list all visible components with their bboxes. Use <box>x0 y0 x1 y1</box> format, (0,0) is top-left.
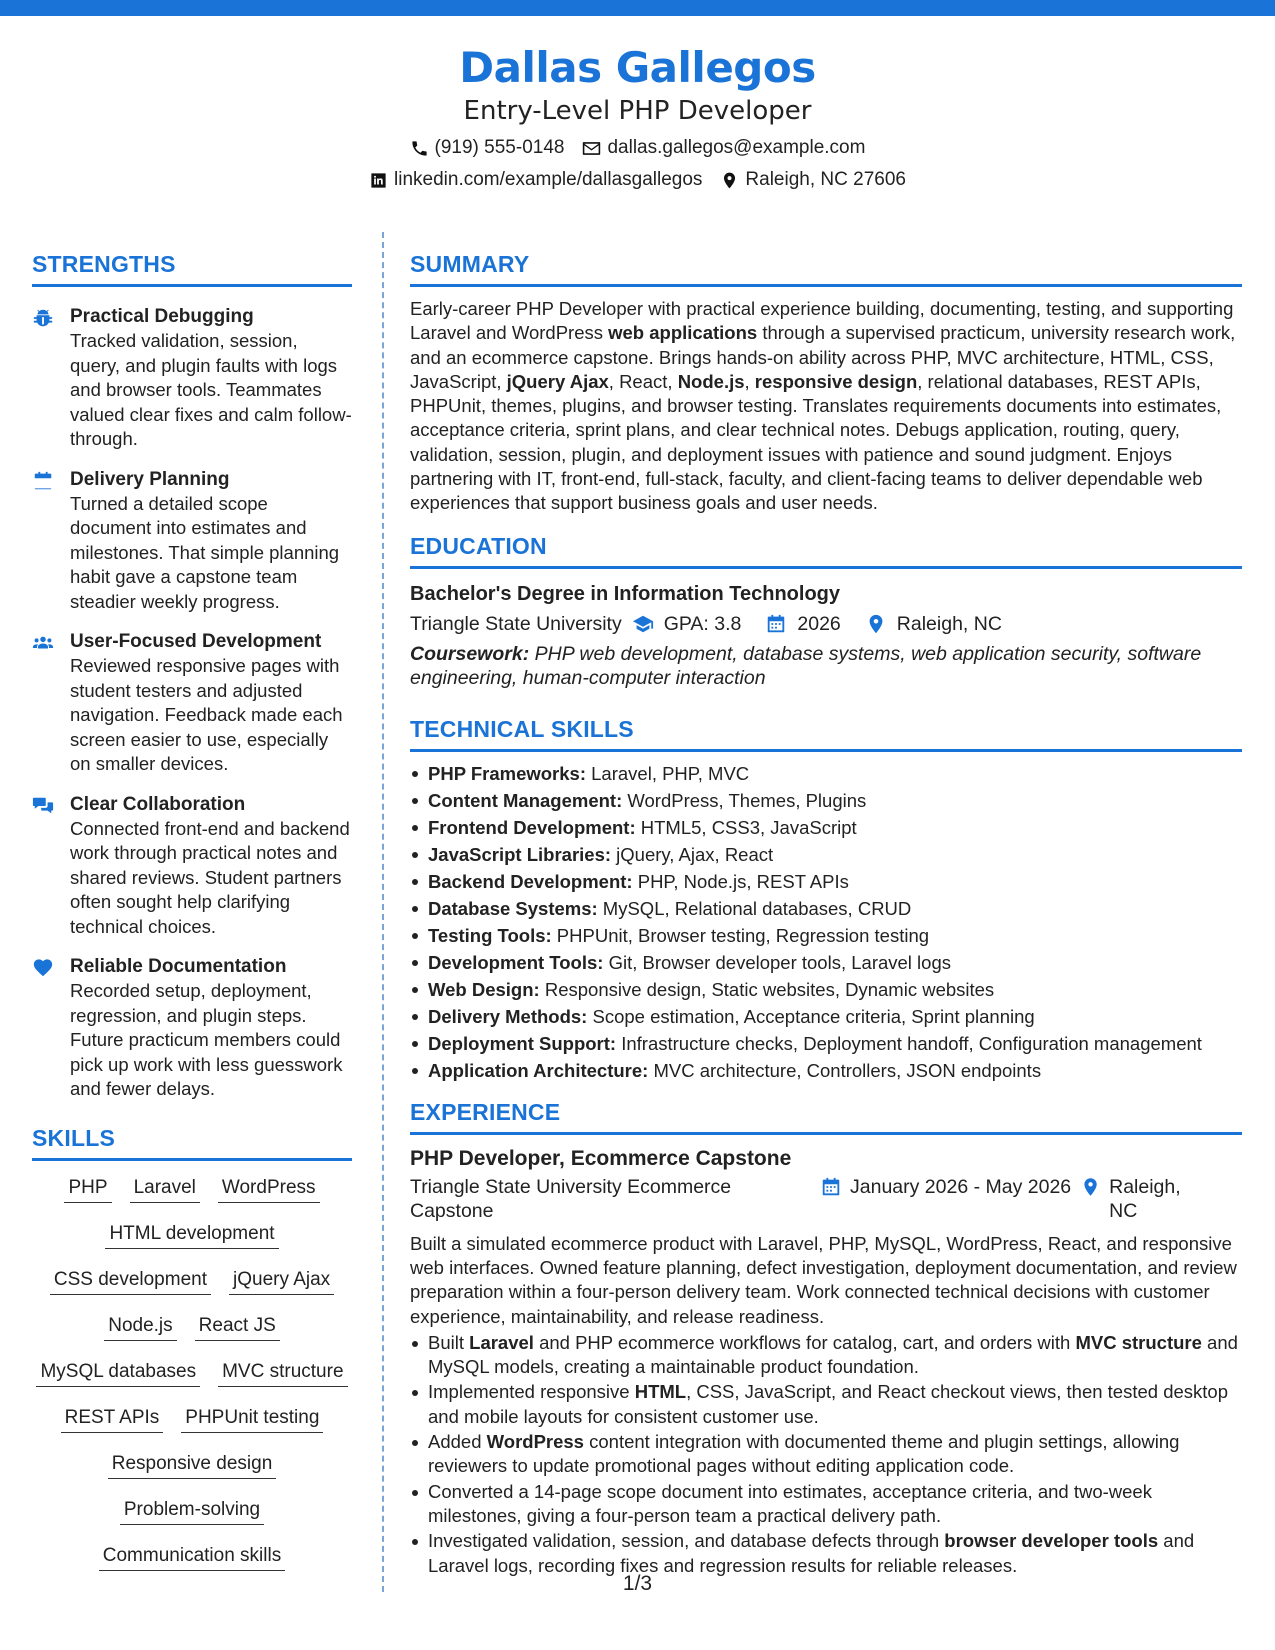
strength-desc: Tracked validation, session, query, and plugin faults with logs and browser tools. Teammates valued clear fixes and calm follow-through. <box>70 330 352 449</box>
calendar-icon <box>765 613 787 635</box>
strength-body <box>70 468 352 615</box>
education-details <box>410 610 1242 638</box>
strength-body <box>70 630 352 777</box>
text-fragment: and PHP ecommerce workflows for catalog, cart, and orders with <box>533 1331 1076 1353</box>
text-fragment: Implemented responsive <box>428 1381 635 1403</box>
technical-skill-item <box>410 1030 1242 1057</box>
strength-desc: Recorded setup, deployment, regression, and plugin steps. Future practicum members could pick up work with less guesswork and fewer delays. <box>70 980 343 1099</box>
text-fragment: Converted a 14-page scope document into estimates, acceptance criteria, and two-week milestones, giving a four-person team a practical delivery path. <box>428 1480 1152 1526</box>
skill-tag: PHP <box>64 1175 111 1203</box>
envelope-icon <box>582 139 601 158</box>
text-fragment: , <box>744 370 755 392</box>
strength-item <box>32 630 352 777</box>
summary-text <box>410 297 1242 516</box>
bold-keyword: web applications <box>608 322 758 344</box>
skills-row <box>32 1405 352 1433</box>
technical-skill-value: Laravel, PHP, MVC <box>586 762 750 784</box>
text-fragment: , relational databases, REST APIs, PHPUnit, themes, plugins, and browser testing. Translates requirements documents into estimates, acceptance criteria, sprint plans, and clear technical notes. Debugs application, routing, query, validation, session, plugin, and deployment issues with patience and sound judgment. Enjoys partnering with IT, front-end, full-stack, faculty, and client-facing teams to deliver dependable web experiences that support business goals and user needs. <box>410 370 1222 514</box>
text-fragment: Early-career PHP Developer with practical experience building, documenting, testing, and supporting Laravel and WordPress <box>410 298 1234 344</box>
calendar-icon <box>32 470 54 492</box>
skills-row <box>32 1497 352 1525</box>
strength-icon-wrap <box>32 793 70 940</box>
technical-skill-label: Database Systems: <box>428 897 598 919</box>
technical-skill-label: JavaScript Libraries: <box>428 843 612 865</box>
phone-icon <box>410 139 429 158</box>
strength-title: Delivery Planning <box>70 468 230 490</box>
skills-row <box>32 1313 352 1341</box>
skill-tag: Node.js <box>104 1313 176 1341</box>
text-fragment: , React, <box>608 370 678 392</box>
job-location-text: Raleigh, NC <box>1109 1175 1181 1223</box>
skills-row <box>32 1267 352 1295</box>
location-contact <box>720 168 906 192</box>
candidate-title: Entry-Level PHP Developer <box>463 96 812 126</box>
technical-skill-item <box>410 760 1242 787</box>
skill-tag: Problem-solving <box>120 1497 264 1525</box>
text-fragment: content integration with documented theme and plugin settings, allowing reviewers to update promotional pages without editing application code. <box>428 1431 1180 1477</box>
resume-header <box>0 42 1275 192</box>
technical-skill-value: Scope estimation, Acceptance criteria, Sprint planning <box>587 1005 1035 1027</box>
skills-row <box>32 1221 352 1249</box>
skills-row <box>32 1543 352 1571</box>
left-column <box>32 250 352 1589</box>
linkedin-icon <box>369 171 388 190</box>
strength-icon-wrap <box>32 955 70 1102</box>
strength-icon-wrap <box>32 468 70 615</box>
bold-keyword: browser developer tools <box>944 1530 1159 1552</box>
strength-item <box>32 468 352 615</box>
technical-skill-item <box>410 814 1242 841</box>
bold-keyword: WordPress <box>486 1431 584 1453</box>
skill-tag: HTML development <box>105 1221 278 1249</box>
technical-skills-list <box>410 760 1242 1084</box>
bold-keyword: jQuery Ajax <box>506 370 609 392</box>
strengths-heading: STRENGTHS <box>32 250 352 287</box>
job-dates <box>820 1175 1080 1224</box>
skill-tag: PHPUnit testing <box>181 1405 323 1433</box>
contact-row-2 <box>0 168 1275 192</box>
job-company: Triangle State University Ecommerce Capstone <box>410 1175 732 1223</box>
graduation-year: 2026 <box>797 612 841 635</box>
technical-skill-label: Delivery Methods: <box>428 1005 588 1027</box>
education-location: Raleigh, NC <box>896 612 1002 635</box>
technical-skill-item <box>410 1057 1242 1084</box>
technical-skill-value: PHPUnit, Browser testing, Regression testing <box>551 924 930 946</box>
strength-item <box>32 793 352 940</box>
bold-keyword: responsive design <box>754 370 918 392</box>
technical-skill-label: Application Architecture: <box>428 1059 649 1081</box>
calendar-icon <box>820 1176 842 1198</box>
job-bullet <box>410 1480 1242 1529</box>
skill-tag: React JS <box>195 1313 280 1341</box>
text-fragment: and Laravel logs, recording fixes and regression results for reliable releases. <box>428 1530 1195 1576</box>
strength-icon-wrap <box>32 305 70 452</box>
strength-title: User-Focused Development <box>70 631 322 652</box>
job-meta <box>410 1175 1242 1224</box>
linkedin-text[interactable]: linkedin.com/example/dallasgallegos <box>394 169 703 190</box>
text-fragment: Added <box>428 1431 487 1453</box>
education-heading: EDUCATION <box>410 532 1242 569</box>
text-fragment: , CSS, JavaScript, and React checkout views, then tested desktop and mobile layouts for consistent customer use. <box>428 1381 1228 1427</box>
technical-skill-item <box>410 922 1242 949</box>
map-pin-icon <box>720 171 739 190</box>
top-accent-bar <box>0 0 1275 16</box>
technical-skill-item <box>410 1003 1242 1030</box>
phone-text: (919) 555-0148 <box>434 137 565 158</box>
location-text: Raleigh, NC 27606 <box>745 169 906 190</box>
technical-skill-label: Backend Development: <box>428 870 633 892</box>
technical-skill-label: Deployment Support: <box>428 1032 617 1054</box>
technical-skill-item <box>410 895 1242 922</box>
technical-skill-value: HTML5, CSS3, JavaScript <box>635 816 857 838</box>
strength-body <box>70 955 352 1102</box>
skill-tag: WordPress <box>218 1175 320 1203</box>
technical-skill-label: Frontend Development: <box>428 816 636 838</box>
coursework <box>410 642 1242 691</box>
skills-list <box>32 1175 352 1571</box>
skill-tag: jQuery Ajax <box>229 1267 334 1295</box>
technical-skill-item <box>410 949 1242 976</box>
job-bullet <box>410 1331 1242 1380</box>
technical-skill-value: jQuery, Ajax, React <box>611 843 774 865</box>
skill-tag: MVC structure <box>218 1359 347 1387</box>
skill-tag: Responsive design <box>108 1451 277 1479</box>
text-fragment: Built <box>428 1331 470 1353</box>
gpa: GPA: 3.8 <box>663 612 742 635</box>
page-number: 1/3 <box>622 1572 653 1595</box>
strength-item <box>32 955 352 1102</box>
technical-skill-value: Git, Browser developer tools, Laravel logs <box>603 951 951 973</box>
skill-tag: CSS development <box>50 1267 211 1295</box>
strength-body <box>70 793 352 940</box>
map-pin-icon <box>1080 1176 1101 1198</box>
skills-row <box>32 1451 352 1479</box>
bold-keyword: HTML <box>634 1381 687 1403</box>
contact-row-1 <box>0 136 1275 160</box>
job-bullets <box>410 1331 1242 1578</box>
technical-skill-item <box>410 976 1242 1003</box>
strength-title: Reliable Documentation <box>70 956 287 977</box>
bug-icon <box>32 307 54 329</box>
strength-item <box>32 305 352 452</box>
skills-row <box>32 1175 352 1203</box>
technical-skill-value: MVC architecture, Controllers, JSON endpoints <box>648 1059 1042 1081</box>
technical-skill-item <box>410 868 1242 895</box>
text-fragment: Investigated validation, session, and database defects through <box>428 1530 945 1552</box>
coursework-text: PHP web development, database systems, web application security, software engineering, human-computer interaction <box>410 642 1202 690</box>
strength-desc: Turned a detailed scope document into estimates and milestones. That simple planning habit gave a capstone team steadier weekly progress. <box>70 492 340 612</box>
text-fragment: through a supervised practicum, university research work, and an ecommerce capstone. Brings hands-on ability across PHP, MVC architecture, HTML, CSS, JavaScript, <box>410 322 1236 392</box>
technical-skill-label: Web Design: <box>428 978 540 1000</box>
strength-icon-wrap <box>32 630 70 777</box>
technical-skill-value: PHP, Node.js, REST APIs <box>632 870 849 892</box>
technical-skill-label: Development Tools: <box>428 951 604 973</box>
job-bullet <box>410 1529 1242 1578</box>
chat-icon <box>32 795 54 817</box>
heart-icon <box>32 957 54 979</box>
skills-row <box>32 1359 352 1387</box>
right-column <box>410 250 1242 1579</box>
email-contact[interactable] <box>582 136 865 160</box>
job-description: Built a simulated ecommerce product with Laravel, PHP, MySQL, WordPress, React, and responsive web interfaces. Owned feature planning, defect investigation, deployment documentation, and review preparation within a four-person delivery team. Work connected technical decisions with customer experience, maintainability, and release readiness. <box>410 1232 1237 1327</box>
technical-skill-label: Testing Tools: <box>428 924 552 946</box>
skill-tag: REST APIs <box>61 1405 164 1433</box>
strength-title: Clear Collaboration <box>70 793 246 815</box>
map-pin-icon <box>865 613 887 635</box>
strength-desc: Reviewed responsive pages with student testers and adjusted navigation. Feedback made each screen easier to use, especially on smaller devices. <box>70 655 343 774</box>
linkedin-contact[interactable] <box>369 168 702 192</box>
technical-skill-value: Responsive design, Static websites, Dynamic websites <box>539 978 995 1000</box>
strength-title: Practical Debugging <box>70 306 254 327</box>
coursework-label: Coursework: <box>410 642 530 665</box>
degree: Bachelor's Degree in Information Technology <box>410 582 841 605</box>
job-bullet <box>410 1430 1242 1479</box>
job-dates-text: January 2026 - May 2026 <box>850 1175 1072 1198</box>
graduation-cap-icon <box>632 613 654 635</box>
technical-skills-heading: TECHNICAL SKILLS <box>410 715 1242 752</box>
school-name: Triangle State University <box>410 612 622 635</box>
technical-skill-value: WordPress, Themes, Plugins <box>622 789 867 811</box>
technical-skill-item <box>410 841 1242 868</box>
skill-tag: Laravel <box>130 1175 200 1203</box>
bold-keyword: MVC structure <box>1075 1331 1202 1353</box>
text-fragment: and MySQL models, creating a maintainable product foundation. <box>428 1331 1238 1378</box>
job-location <box>1080 1175 1210 1224</box>
bold-keyword: Node.js <box>677 370 745 392</box>
technical-skill-value: MySQL, Relational databases, CRUD <box>597 897 912 919</box>
skill-tag: MySQL databases <box>36 1359 200 1387</box>
technical-skill-value: Infrastructure checks, Deployment handoff, Configuration management <box>616 1032 1202 1054</box>
email-text[interactable]: dallas.gallegos@example.com <box>607 137 866 158</box>
phone-contact <box>410 136 565 160</box>
bold-keyword: Laravel <box>469 1331 534 1353</box>
strengths-list <box>32 305 352 1102</box>
candidate-name: Dallas Gallegos <box>459 43 816 92</box>
technical-skill-label: Content Management: <box>428 789 623 811</box>
technical-skill-label: PHP Frameworks: <box>428 762 586 784</box>
technical-skill-item <box>410 787 1242 814</box>
skills-heading: SKILLS <box>32 1124 352 1161</box>
strength-body <box>70 305 352 452</box>
skill-tag: Communication skills <box>99 1543 285 1571</box>
column-divider <box>382 232 384 1592</box>
summary-heading: SUMMARY <box>410 250 1242 287</box>
job-bullet <box>410 1380 1242 1429</box>
job-title: PHP Developer, Ecommerce Capstone <box>410 1146 792 1170</box>
users-icon <box>32 632 54 654</box>
strength-desc: Connected front-end and backend work through practical notes and shared reviews. Student partners often sought help clarifying technical choices. <box>70 817 350 937</box>
experience-heading: EXPERIENCE <box>410 1098 1242 1135</box>
